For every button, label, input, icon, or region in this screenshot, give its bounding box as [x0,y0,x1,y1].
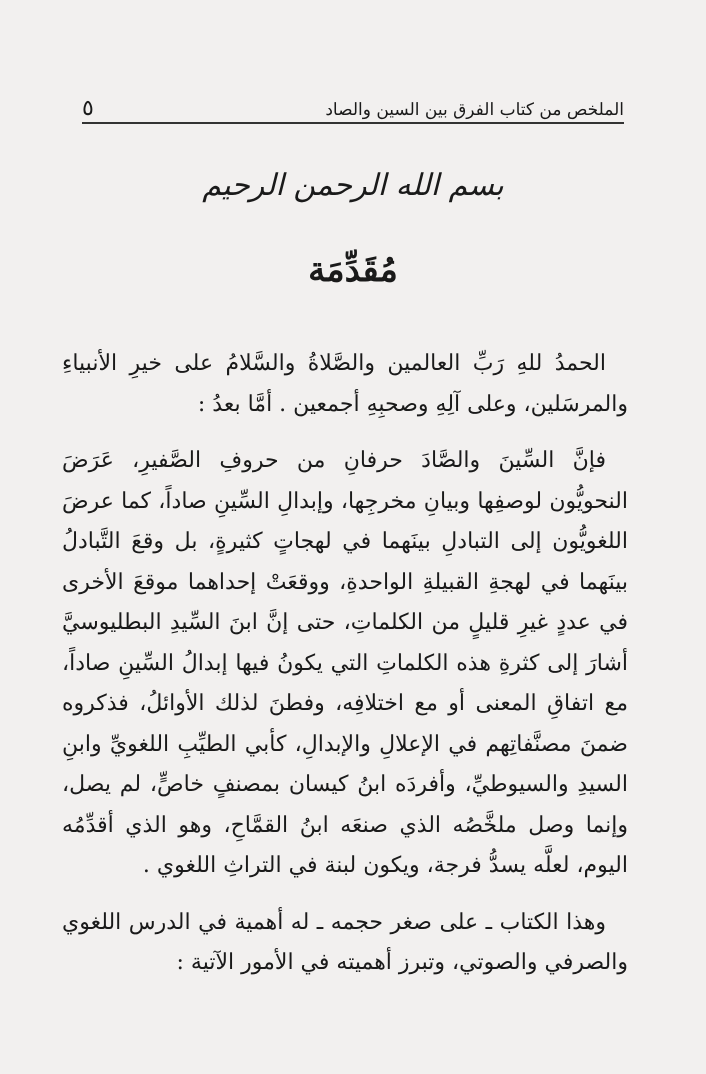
paragraph-2: فإنَّ السِّينَ والصَّادَ حرفانِ من حروفِ الصَّفيرِ، عَرَضَ النحويُّون لوصفِها وبيانِ مخرجِها، وإبدالِ السِّينِ صاداً، كما عرضَ اللغويُّون إلى التبادلِ بينَهما في لهجاتٍ كثيرةٍ، بل وقعَ التَّبادلُ بينَهما في لهجةِ القبيلةِ الواحدةِ، ووقعَتْ إحداهما موقعَ الأخرى في عددٍ غيرِ قليلٍ من الكلماتِ، حتى إنَّ ابنَ السِّيدِ البطليوسيَّ أشارَ إلى كثرةِ هذه الكلماتِ التي يكونُ فيها إبدالُ السِّينِ صاداً، مع اتفاقِ المعنى أو مع اختلافِه، وفطنَ لذلك الأوائلُ، فذكروه ضمنَ مصنَّفاتِهم في الإعلالِ والإبدالِ، كأبي الطيِّبِ اللغويِّ وابنِ السيدِ والسيوطيِّ، وأفردَه ابنُ كيسان بمصنفٍ خاصٍّ، لم يصل، وإنما وصل ملخَّصُه الذي صنعَه ابنُ القمَّاحِ، وهو الذي أقدِّمُه اليوم، لعلَّه يسدُّ فرجة، ويكون لبنة في التراثِ اللغوي . [62,448,628,878]
header-rule [82,122,624,124]
paragraph-3: وهذا الكتاب ـ على صغر حجمه ـ له أهمية في الدرس اللغوي والصرفي والصوتي، وتبرز أهميته في الأمور الآتية : [62,909,628,975]
paragraph-1: الحمدُ للهِ رَبِّ العالمين والصَّلاةُ والسَّلامُ على خيرِ الأنبياءِ والمرسَلين، وعلى آلِهِ وصحبِهِ أجمعين . أمَّا بعدُ : [62,351,628,417]
basmala: بسم الله الرحمن الرحيم [202,168,504,203]
page-number: ٥ [82,96,94,121]
section-heading: مُقَدِّمَة [308,250,398,290]
running-header [82,90,624,120]
body-text [62,344,628,1000]
running-title: الملخص من كتاب الفرق بين السين والصاد [325,100,624,120]
